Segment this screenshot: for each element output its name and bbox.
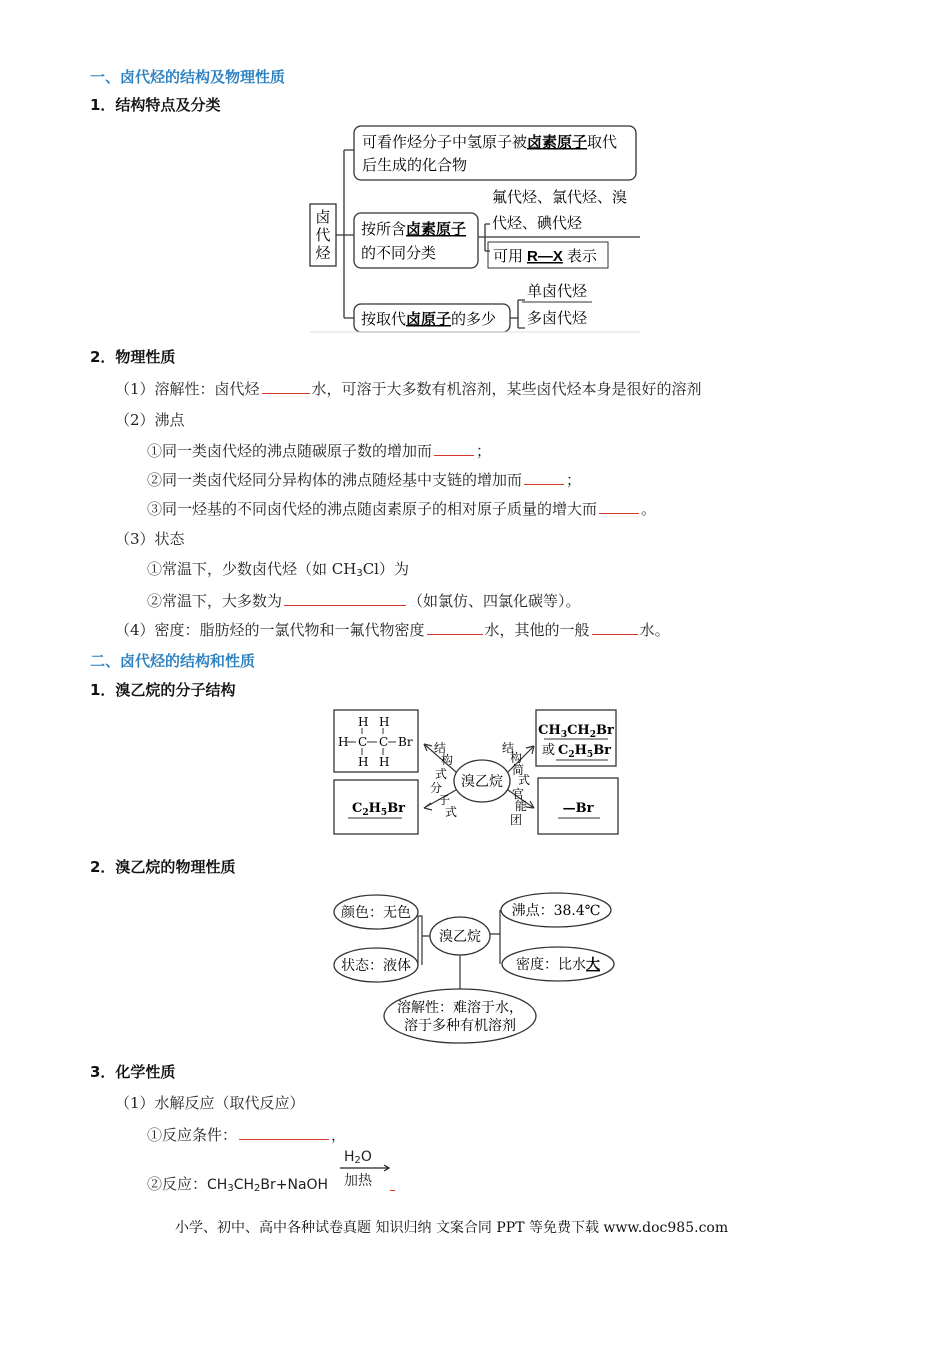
blank-density-1[interactable] <box>427 633 483 635</box>
definition-text-line1: 可看作烃分子中氢原子被卤素原子取代 <box>362 133 618 151</box>
atom-c-2: C <box>379 735 389 749</box>
bromoethane-physical-diagram <box>330 888 620 1046</box>
blank-bp-3[interactable] <box>599 512 639 514</box>
blank-condition[interactable] <box>239 1138 329 1140</box>
condensed-formula-line2: $C_2H_5Br$ <box>558 743 612 760</box>
state-label: 状态：液体 <box>341 958 411 974</box>
blank-density-2[interactable] <box>592 633 638 635</box>
center-label: 溴乙烷 <box>439 929 481 945</box>
halogen-count-text: 按取代卤原子的多少 <box>361 310 497 328</box>
label-molecular-1: 分 <box>430 781 443 795</box>
bp-rule-2: ②同一类卤代烃同分异构体的沸点随烃基中支链的增加而 ； <box>147 471 582 489</box>
halogen-type-text-line2: 的不同分类 <box>361 244 437 262</box>
halogen-type-text-line1: 按所含卤素原子 <box>361 220 467 238</box>
label-structural-1: 结 <box>434 741 447 755</box>
atom-c-1: C <box>358 735 368 749</box>
solubility-line2: 溶于多种有机溶剂 <box>404 1018 516 1034</box>
arrow-condition-bottom: 加热 <box>344 1173 372 1189</box>
functional-group: —Br <box>562 801 594 816</box>
label-functional-1: 官 <box>512 787 525 801</box>
blank-state[interactable] <box>284 604 406 606</box>
mono-halide: 单卤代烃 <box>527 282 588 300</box>
halogen-types-line2: 代烃、碘代烃 <box>492 214 583 232</box>
subsection-chemical-title: 3．化学性质 <box>90 1063 176 1081</box>
condensed-formula-line1: $CH_3CH_2Br$ <box>538 723 614 740</box>
blank-bp-1[interactable] <box>434 454 474 456</box>
label-functional-3: 团 <box>510 813 523 827</box>
atom-h-top-1: H <box>358 715 369 729</box>
molecular-formula: $C_2H_5Br$ <box>352 801 406 818</box>
state-rule-1: ①常温下，少数卤代烃（如 $CH_3Cl$）为 <box>147 560 409 579</box>
root-char-2: 代 <box>315 226 331 244</box>
state-rule-2: ②常温下，大多数为 （如氯仿、四氯化碳等）。 <box>147 592 581 610</box>
label-condensed-2: 构 <box>510 751 523 765</box>
classification-diagram <box>300 118 650 336</box>
section2-title: 二、卤代烃的结构和性质 <box>90 652 256 670</box>
section1-title: 一、卤代烃的结构及物理性质 <box>90 68 286 86</box>
bp-rule-3: ③同一烃基的不同卤代烃的沸点随卤素原子的相对原子质量的增大而 。 <box>147 500 657 518</box>
label-molecular-3: 式 <box>445 805 458 819</box>
solubility-line1: 溶解性：难溶于水， <box>397 1000 523 1016</box>
hydrolysis-condition: ①反应条件： ， <box>147 1126 347 1144</box>
label-structural-3: 式 <box>435 767 448 781</box>
label-molecular-2: 子 <box>438 793 451 807</box>
density-label: 密度：比水大 <box>516 957 600 973</box>
condensed-or: 或 <box>542 743 556 758</box>
rx-text: 可用 R—X 表示 <box>493 247 597 265</box>
arrow-condition-top: $H_2O$ <box>344 1149 372 1166</box>
atom-br: Br <box>398 735 413 749</box>
subsection-structure-title: 1．结构特点及分类 <box>90 96 221 114</box>
atom-h-top-2: H <box>379 715 390 729</box>
solubility-ellipse <box>384 989 536 1043</box>
poly-halide: 多卤代烃 <box>527 309 588 327</box>
color-label: 颜色：无色 <box>341 905 411 921</box>
halogen-count-branch <box>510 300 525 328</box>
boiling-point-label: 沸点：38.4℃ <box>511 903 601 919</box>
density-line: （4）密度：脂肪烃的一氯代物和一氟代物密度 水，其他的一般 水。 <box>115 621 670 639</box>
subsection-bromoethane-physical-title: 2．溴乙烷的物理性质 <box>90 858 236 876</box>
halogen-types-line1: 氟代烃、氯代烃、溴 <box>492 188 628 206</box>
subsection-physical-title: 2．物理性质 <box>90 348 176 366</box>
label-functional-2: 能 <box>515 799 528 813</box>
atom-h-bottom-1: H <box>358 755 369 769</box>
label-condensed-1: 结 <box>502 741 515 755</box>
solubility-line: （1）溶解性：卤代烃 水，可溶于大多数有机溶剂，某些卤代烃本身是很好的溶剂 <box>115 380 702 398</box>
root-char-3: 烃 <box>315 244 331 262</box>
bromoethane-structure-diagram <box>330 706 622 840</box>
atom-h-bottom-2: H <box>379 755 390 769</box>
arrowhead-functional <box>526 801 534 808</box>
hydrolysis-heading: （1）水解反应（取代反应） <box>115 1094 305 1112</box>
root-brace <box>336 150 354 318</box>
boiling-point-heading: （2）沸点 <box>115 411 185 429</box>
definition-text-line2: 后生成的化合物 <box>362 156 468 174</box>
blank-bp-2[interactable] <box>524 483 564 485</box>
connector-lines <box>418 910 500 989</box>
label-condensed-4: 式 <box>518 773 531 787</box>
bond-lines <box>347 728 396 755</box>
root-char-1: 卤 <box>315 208 331 226</box>
left-connector <box>418 916 422 965</box>
center-label: 溴乙烷 <box>461 774 503 790</box>
hydrolysis-reaction: ②反应：$CH_3CH_2Br+NaOH$ <box>147 1175 329 1194</box>
blank-product[interactable] <box>390 1190 395 1191</box>
label-structural-2: 构 <box>441 753 454 767</box>
blank-solubility[interactable] <box>262 392 310 394</box>
bp-rule-1: ①同一类卤代烃的沸点随碳原子数的增加而 ； <box>147 442 492 460</box>
label-condensed-3: 简 <box>512 763 525 777</box>
footer-text: 小学、初中、高中各种试卷真题 知识归纳 文案合同 PPT 等免费下载 www.doc985.com <box>175 1220 729 1236</box>
subsection-molecular-structure-title: 1．溴乙烷的分子结构 <box>90 681 236 699</box>
atom-h-left: H <box>338 735 349 749</box>
state-heading: （3）状态 <box>115 530 185 548</box>
